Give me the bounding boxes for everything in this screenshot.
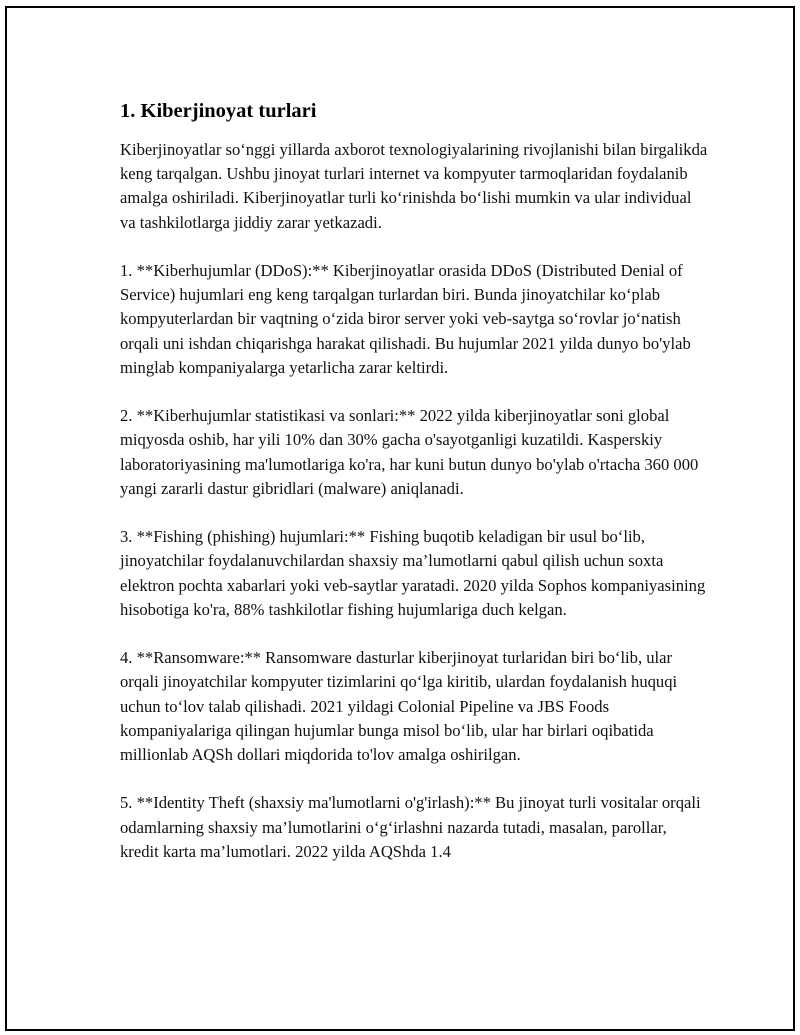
ransomware-paragraph: 4. **Ransomware:** Ransomware dasturlar kiberjinoyat turlaridan biri bo‘lib, ular orqali jinoyatchilar kompyuter tizimlarini qo‘lga kiritib, ulardan foydalanish huquqi uchun to‘lov talab qilishadi. 2021 yildagi Colonial Pipeline va JBS Foods kompaniyalariga qilingan hujumlar bunga misol bo‘lib, ular har birlari oqibatida millionlab AQSh dollari miqdorida to'lov amalga oshirilgan. (120, 648, 678, 765)
statistics-paragraph: 2. **Kiberhujumlar statistikasi va sonlari:** 2022 yilda kiberjinoyatlar soni global miqyosda oshib, har yili 10% dan 30% gacha o'sayotganligi kuzatildi. Kasperskiy laboratoriyasining ma'lumotlariga ko'ra, har kuni butun dunyo bo'ylab o'rtacha 360 000 yangi zararli dastur gibridlari (malware) aniqlanadi. (120, 406, 699, 498)
document-page (5, 6, 795, 1031)
document-body (119, 96, 709, 864)
identity-theft-paragraph: 5. **Identity Theft (shaxsiy ma'lumotlarni o'g'irlash):** Bu jinoyat turli vositalar orqali odamlarning shaxsiy ma’lumotlarini o‘g‘irlashni nazarda tutadi, masalan, parollar, kredit karta ma’lumotlari. 2022 yilda AQShda 1.4 (120, 793, 701, 861)
section-heading: 1. Kiberjinoyat turlari (120, 100, 317, 122)
phishing-paragraph: 3. **Fishing (phishing) hujumlari:** Fishing buqotib keladigan bir usul bo‘lib, jinoyatchilar foydalanuvchilardan shaxsiy ma’lumotlarni qabul qilish uchun soxta elektron pochta xabarlari yoki veb-saytlar yaratadi. 2020 yilda Sophos kompaniyasining hisobotiga ko'ra, 88% tashkilotlar fishing hujumlariga duch kelgan. (120, 527, 706, 619)
intro-paragraph: Kiberjinoyatlar so‘nggi yillarda axborot texnologiyalarining rivojlanishi bilan birgalikda keng tarqalgan. Ushbu jinoyat turlari internet va kompyuter tarmoqlaridan foydalanib amalga oshiriladi. Kiberjinoyatlar turli ko‘rinishda bo‘lishi mumkin va ular individual va tashkilotlarga jiddiy zarar yetkazadi. (120, 140, 708, 232)
ddos-paragraph: 1. **Kiberhujumlar (DDoS):** Kiberjinoyatlar orasida DDoS (Distributed Denial of Service) hujumlari eng keng tarqalgan turlardan biri. Bunda jinoyatchilar ko‘plab kompyuterlardan bir vaqtning o‘zida biror server yoki veb-saytga so‘rovlar jo‘natish orqali uni ishdan chiqarishga harakat qilishadi. Bu hujumlar 2021 yilda dunyo bo'ylab minglab kompaniyalarga yetarlicha zarar keltirdi. (120, 261, 691, 377)
